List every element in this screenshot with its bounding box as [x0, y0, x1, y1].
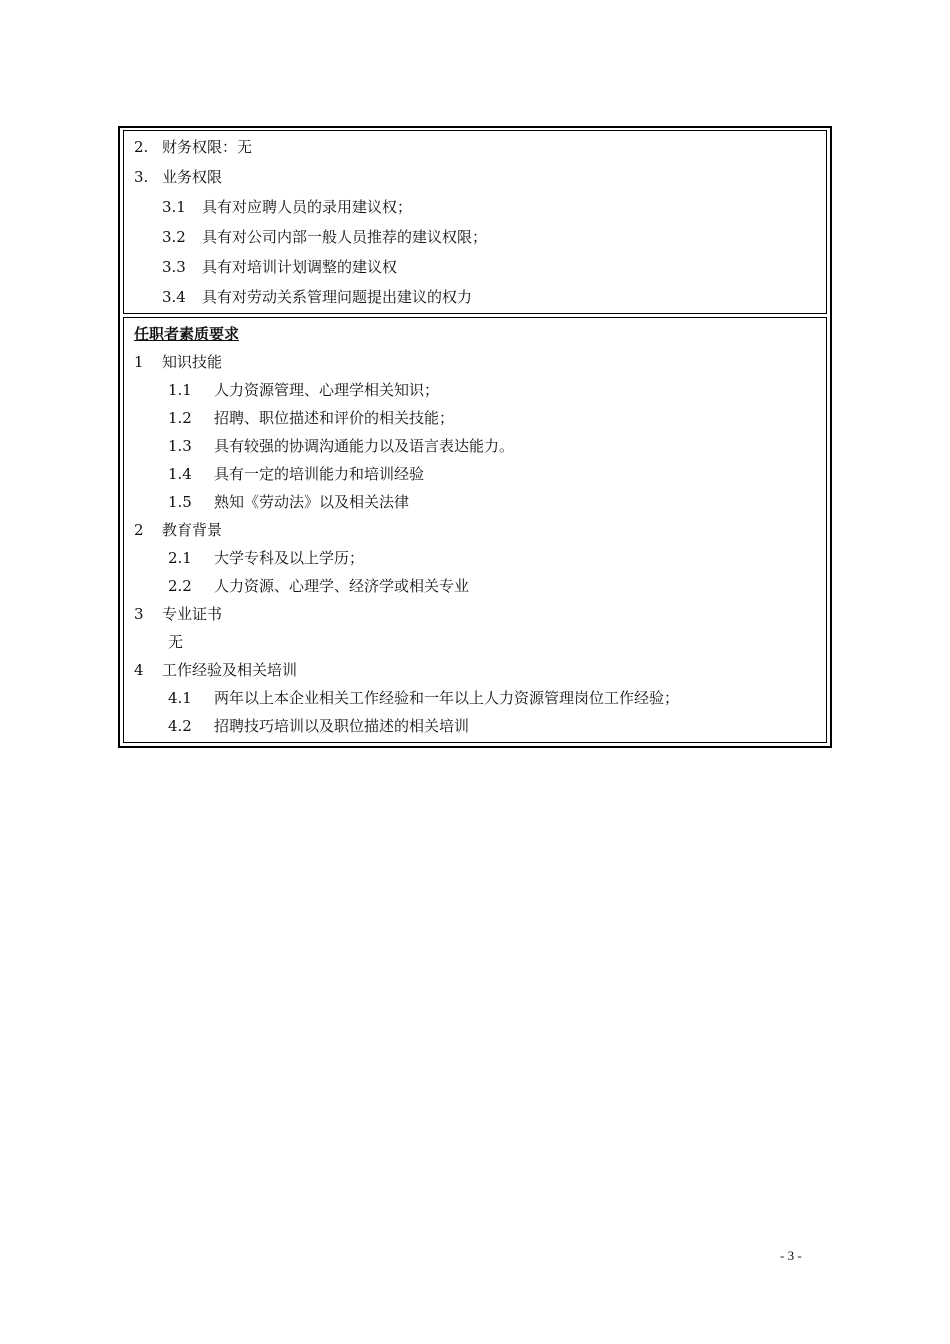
list-item: 3.3 具有对培训计划调整的建议权 — [162, 258, 398, 276]
list-item: 4.1 两年以上本企业相关工作经验和一年以上人力资源管理岗位工作经验； — [168, 689, 680, 707]
list-item: 1.1 人力资源管理、心理学相关知识； — [168, 381, 440, 399]
list-item: 4.2 招聘技巧培训以及职位描述的相关培训 — [168, 717, 470, 735]
list-item: 1 知识技能 — [134, 353, 223, 371]
list-item: 3.2 具有对公司内部一般人员推荐的建议权限； — [162, 228, 488, 246]
list-item: 2 教育背景 — [134, 521, 223, 539]
list-item: 1.2 招聘、职位描述和评价的相关技能； — [168, 409, 455, 427]
list-item: 3.1 具有对应聘人员的录用建议权； — [162, 198, 413, 216]
list-item: 无 — [168, 633, 184, 651]
list-item: 1.5 熟知《劳动法》以及相关法律 — [168, 493, 410, 511]
authority-qualification-table — [118, 126, 832, 748]
section-title: 任职者素质要求 — [134, 325, 240, 343]
page-number: - 3 - — [780, 1248, 802, 1263]
list-item: 2. 财务权限：无 — [134, 138, 253, 156]
authority-section — [123, 130, 827, 314]
list-item: 2.1 大学专科及以上学历； — [168, 549, 365, 567]
list-item: 1.3 具有较强的协调沟通能力以及语言表达能力。 — [168, 437, 515, 455]
list-item: 3 专业证书 — [134, 605, 223, 623]
qualification-section — [123, 317, 827, 743]
list-item: 3. 业务权限 — [134, 168, 223, 186]
list-item: 1.4 具有一定的培训能力和培训经验 — [168, 465, 425, 483]
list-item: 4 工作经验及相关培训 — [134, 661, 298, 679]
list-item: 3.4 具有对劳动关系管理问题提出建议的权力 — [162, 288, 473, 306]
list-item: 2.2 人力资源、心理学、经济学或相关专业 — [168, 577, 470, 595]
